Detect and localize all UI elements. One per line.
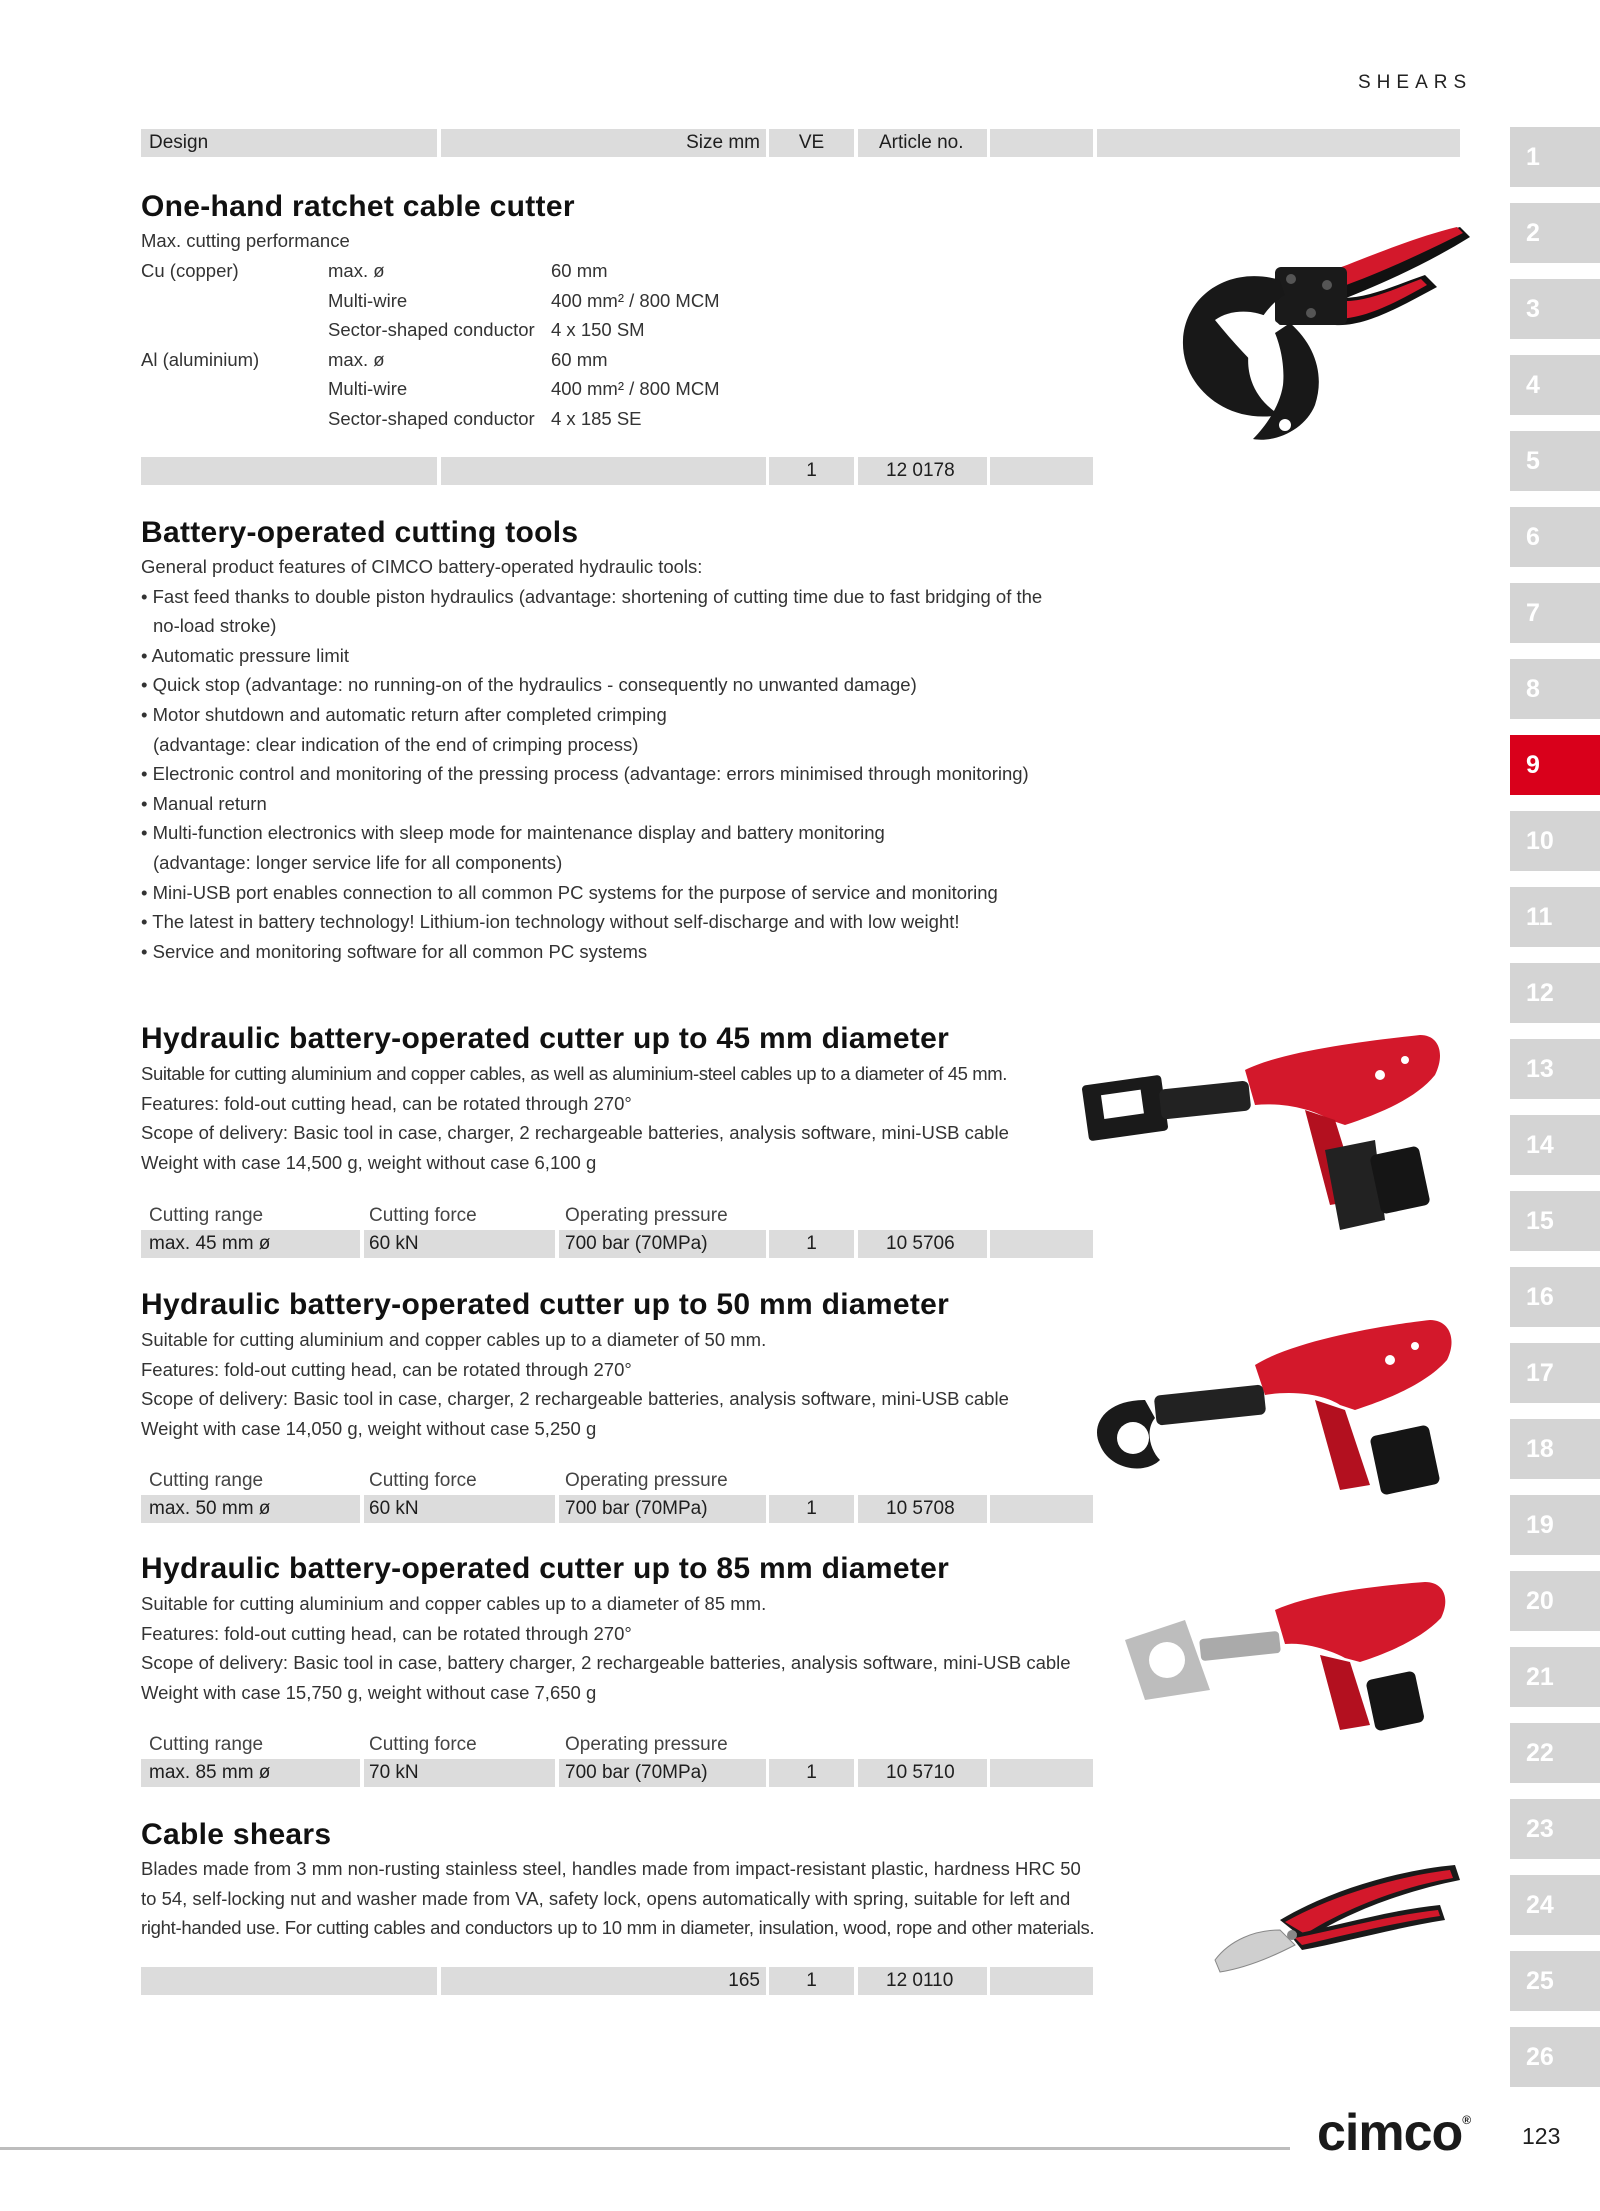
battery-title: Battery-operated cutting tools xyxy=(141,516,579,549)
chapter-tab-20[interactable]: 20 xyxy=(1510,1571,1600,1631)
chapter-tab-19[interactable]: 19 xyxy=(1510,1495,1600,1555)
shears-title: Cable shears xyxy=(141,1818,332,1851)
shears-size: 165 xyxy=(728,1970,760,1991)
cutter-85-title: Hydraulic battery-operated cutter up to 85 mm diameter xyxy=(141,1552,950,1585)
chapter-tab-10[interactable]: 10 xyxy=(1510,811,1600,871)
cutter-45-title: Hydraulic battery-operated cutter up to 45 mm diameter xyxy=(141,1022,950,1055)
shears-description: Blades made from 3 mm non-rusting stainless steel, handles made from impact-resistant plastic, hardness HRC 50 to 54, self-locking nut and washer made from VA, safety lock, opens automatically with spring, suitable for left and right-handed use. For cutting cables and conductors up to 10 mm in diameter, insulation, wood, rope and other materials. xyxy=(141,1858,1095,1939)
chapter-tab-7[interactable]: 7 xyxy=(1510,583,1600,643)
chapter-tab-16[interactable]: 16 xyxy=(1510,1267,1600,1327)
header-design: Design xyxy=(149,132,209,153)
cutter-45-description: Suitable for cutting aluminium and copper cables, as well as aluminium-steel cables up to a diameter of 45 mm. Features: fold-out cutting head, can be rotated through 270° Scope of delivery: Basic tool in case, charger, 2 rechargeable batteries, analysis software, mini-USB cable Weight with case 14,500 g, weight without case 6,100 g xyxy=(141,1063,1009,1173)
cimco-logo: cimco® xyxy=(1317,2104,1471,2162)
chapter-tab-11[interactable]: 11 xyxy=(1510,887,1600,947)
ratchet-title: One-hand ratchet cable cutter xyxy=(141,190,575,223)
chapter-tab-6[interactable]: 6 xyxy=(1510,507,1600,567)
page-number: 123 xyxy=(1522,2123,1561,2149)
chapter-tab-21[interactable]: 21 xyxy=(1510,1647,1600,1707)
chapter-tab-23[interactable]: 23 xyxy=(1510,1799,1600,1859)
section-label: SHEARS xyxy=(1358,72,1473,93)
header-size: Size mm xyxy=(686,132,760,153)
chapter-tab-12[interactable]: 12 xyxy=(1510,963,1600,1023)
cutter-50-image xyxy=(1085,1310,1465,1510)
cutter-50-description: Suitable for cutting aluminium and copper cables up to a diameter of 50 mm. Features: fold-out cutting head, can be rotated through 270° Scope of delivery: Basic tool in case, charger, 2 rechargeable batteries, analysis software, mini-USB cable Weight with case 14,050 g, weight without case 5,250 g xyxy=(141,1329,1009,1439)
header-ve: VE xyxy=(798,132,825,153)
chapter-tab-18[interactable]: 18 xyxy=(1510,1419,1600,1479)
chapter-tab-5[interactable]: 5 xyxy=(1510,431,1600,491)
chapter-tab-15[interactable]: 15 xyxy=(1510,1191,1600,1251)
chapter-tab-24[interactable]: 24 xyxy=(1510,1875,1600,1935)
ratchet-subtitle: Max. cutting performance xyxy=(141,230,350,251)
cutter-85-description: Suitable for cutting aluminium and copper cables up to a diameter of 85 mm. Features: fold-out cutting head, can be rotated through 270° Scope of delivery: Basic tool in case, battery charger, 2 rechargeable batteries, analysis software, mini-USB cable Weight with case 15,750 g, weight without case 7,650 g xyxy=(141,1593,1071,1703)
chapter-tab-8[interactable]: 8 xyxy=(1510,659,1600,719)
chapter-tab-3[interactable]: 3 xyxy=(1510,279,1600,339)
chapter-tab-1[interactable]: 1 xyxy=(1510,127,1600,187)
shears-article: 12 0110 xyxy=(886,1970,954,1991)
battery-features: General product features of CIMCO battery-operated hydraulic tools: • Fast feed thanks to double piston hydraulics (advantage: shortening of cutting time due to fast bridging of the no-load stroke) • Automatic pressure limit • Quick stop (advantage: no running-on of the hydraulics - consequently no unwanted damage) • Motor shutdown and automatic return after completed crimping (advantage: clear indication of the end of crimping process) • Electronic control and monitoring of the pressing process (advantage: errors minimised through monitoring) • Manual return • Multi-function electronics with sleep mode for maintenance display and battery monitoring (advantage: longer service life for all components) • Mini-USB port enables connection to all common PC systems for the purpose of service and monitoring • The latest in battery technology! Lithium-ion technology without self-discharge and with low weight! • Service and monitoring software for all common PC systems xyxy=(141,556,1043,962)
chapter-tab-22[interactable]: 22 xyxy=(1510,1723,1600,1783)
cutter-45-image xyxy=(1075,1030,1465,1240)
ratchet-article: 12 0178 xyxy=(886,460,955,481)
footer-rule xyxy=(0,2147,1290,2150)
chapter-tab-25[interactable]: 25 xyxy=(1510,1951,1600,2011)
chapter-tab-9[interactable]: 9 xyxy=(1510,735,1600,795)
chapter-tab-26[interactable]: 26 xyxy=(1510,2027,1600,2087)
cutter-50-title: Hydraulic battery-operated cutter up to 50 mm diameter xyxy=(141,1288,950,1321)
ratchet-ve: 1 xyxy=(806,460,817,481)
chapter-tab-14[interactable]: 14 xyxy=(1510,1115,1600,1175)
cable-shears-image xyxy=(1210,1850,1470,1980)
header-article: Article no. xyxy=(879,132,964,153)
chapter-tab-4[interactable]: 4 xyxy=(1510,355,1600,415)
ratchet-cutter-image xyxy=(1175,225,1475,450)
cutter-85-image xyxy=(1115,1580,1465,1740)
shears-ve: 1 xyxy=(806,1970,817,1991)
chapter-tab-17[interactable]: 17 xyxy=(1510,1343,1600,1403)
chapter-tab-2[interactable]: 2 xyxy=(1510,203,1600,263)
chapter-tab-13[interactable]: 13 xyxy=(1510,1039,1600,1099)
